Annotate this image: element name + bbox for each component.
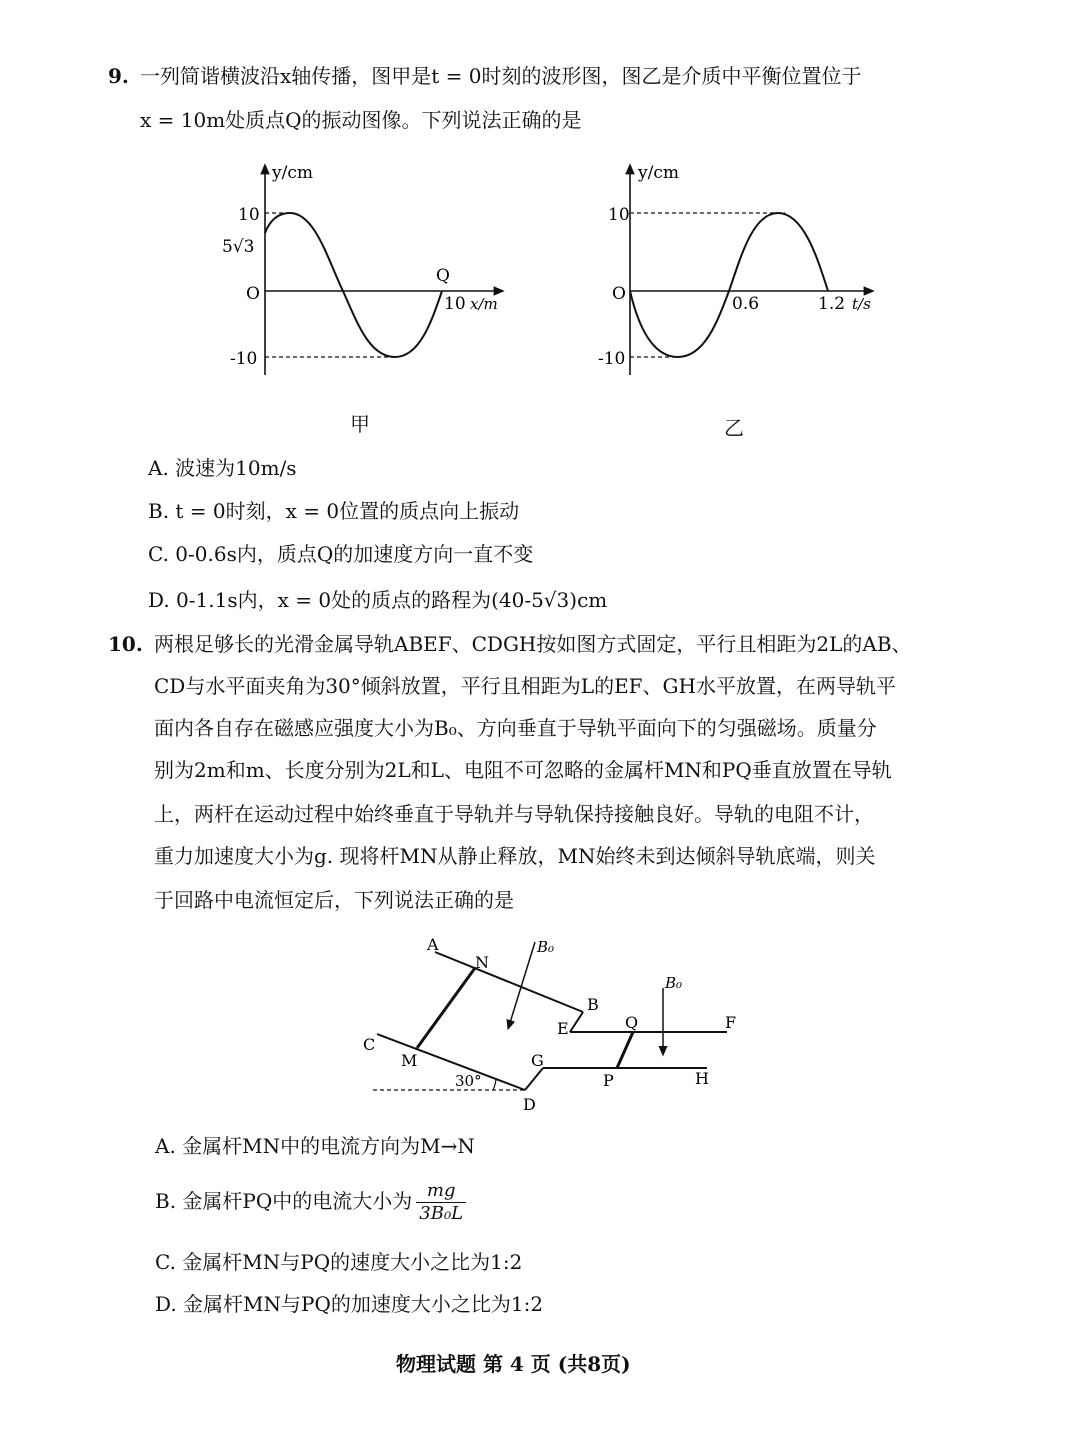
yi-caption: 乙 <box>724 416 744 440</box>
rail-dg <box>525 1068 543 1090</box>
jia-point-Q: Q <box>436 266 450 286</box>
q9-stem-line-1: 一列简谐横波沿x轴传播，图甲是t = 0时刻的波形图，图乙是介质中平衡位置位于 <box>140 64 862 88</box>
q9-option-c: C. 0-0.6s内，质点Q的加速度方向一直不变 <box>148 542 534 566</box>
yi-tick-06: 0.6 <box>732 294 760 314</box>
q10-stem-line-7: 于回路中电流恒定后，下列说法正确的是 <box>154 888 514 912</box>
label-N: N <box>475 953 489 972</box>
q10-stem-line-4: 别为2m和m、长度分别为2L和L、电阻不可忽略的金属杆MN和PQ垂直放置在导轨 <box>154 758 892 782</box>
label-F: F <box>725 1013 737 1032</box>
jia-y-label: y/cm <box>272 163 313 183</box>
jia-tick-O: O <box>246 284 260 304</box>
jia-x-label: x/m <box>470 295 498 313</box>
label-C: C <box>363 1035 376 1054</box>
rail-cd <box>377 1034 525 1090</box>
label-G: G <box>531 1051 544 1070</box>
yi-waveform <box>630 213 828 357</box>
q10-number: 10. <box>108 632 143 656</box>
q10-option-c: C. 金属杆MN与PQ的速度大小之比为1:2 <box>155 1250 523 1274</box>
rail-diagram <box>355 930 755 1120</box>
rail-be <box>570 1012 583 1032</box>
rod-mn <box>417 968 475 1048</box>
label-M: M <box>401 1051 418 1070</box>
jia-caption: 甲 <box>350 412 370 436</box>
label-B0-left: B₀ <box>537 938 555 956</box>
q9-option-b: B. t = 0时刻，x = 0位置的质点向上振动 <box>148 499 520 523</box>
q9-option-a: A. 波速为10m/s <box>148 456 297 480</box>
label-P: P <box>603 1071 614 1090</box>
q10-option-b-text: B. 金属杆PQ中的电流大小为 <box>155 1189 413 1213</box>
label-A: A <box>427 935 439 954</box>
jia-tick-neg10: -10 <box>230 349 258 369</box>
yi-y-label: y/cm <box>638 163 679 183</box>
label-E: E <box>557 1019 569 1038</box>
q9-number: 9. <box>108 64 129 88</box>
q10-option-b <box>155 1180 466 1225</box>
label-D: D <box>523 1095 536 1114</box>
yi-tick-10: 10 <box>608 205 630 225</box>
q10-stem-line-2: CD与水平面夹角为30°倾斜放置，平行且相距为L的EF、GH水平放置，在两导轨平 <box>154 674 896 698</box>
label-B0-right: B₀ <box>665 974 683 992</box>
graph-yi <box>590 160 900 390</box>
q9-option-d: D. 0-1.1s内，x = 0处的质点的路程为(40-5√3)cm <box>148 588 608 612</box>
q10-stem-line-6: 重力加速度大小为g. 现将杆MN从静止释放，MN始终未到达倾斜导轨底端，则关 <box>154 844 876 868</box>
q10-option-b-fraction <box>416 1180 466 1225</box>
fraction-numerator: mg <box>416 1180 466 1203</box>
label-angle: 30° <box>455 1072 482 1090</box>
fraction-denominator: 3B₀L <box>419 1203 464 1224</box>
yi-tick-neg10: -10 <box>598 349 626 369</box>
q10-stem-line-1: 两根足够长的光滑金属导轨ABEF、CDGH按如图方式固定，平行且相距为2L的AB、 <box>154 632 912 656</box>
q10-option-d: D. 金属杆MN与PQ的加速度大小之比为1:2 <box>155 1292 544 1316</box>
label-H: H <box>695 1069 709 1088</box>
rail-ab <box>435 952 583 1012</box>
yi-x-label: t/s <box>852 295 871 313</box>
q10-stem-line-3: 面内各自存在磁感应强度大小为B₀、方向垂直于导轨平面向下的匀强磁场。质量分 <box>154 716 877 740</box>
q9-stem-line-2: x = 10m处质点Q的振动图像。下列说法正确的是 <box>140 108 582 132</box>
yi-tick-O: O <box>612 284 626 304</box>
jia-tick-10: 10 <box>238 205 260 225</box>
jia-waveform <box>265 213 442 357</box>
graph-jia <box>210 160 520 390</box>
yi-tick-12: 1.2 <box>818 294 846 314</box>
label-Q: Q <box>625 1013 639 1032</box>
q10-option-a: A. 金属杆MN中的电流方向为M→N <box>155 1134 475 1158</box>
rod-pq <box>617 1032 633 1068</box>
label-B: B <box>587 995 599 1014</box>
page-footer: 物理试题 第 4 页 (共8页) <box>396 1352 631 1376</box>
jia-tick-5root3: 5√3 <box>222 237 255 257</box>
q10-stem-line-5: 上，两杆在运动过程中始终垂直于导轨并与导轨保持接触良好。导轨的电阻不计， <box>154 802 874 826</box>
jia-tick-x10: 10 <box>444 294 466 314</box>
